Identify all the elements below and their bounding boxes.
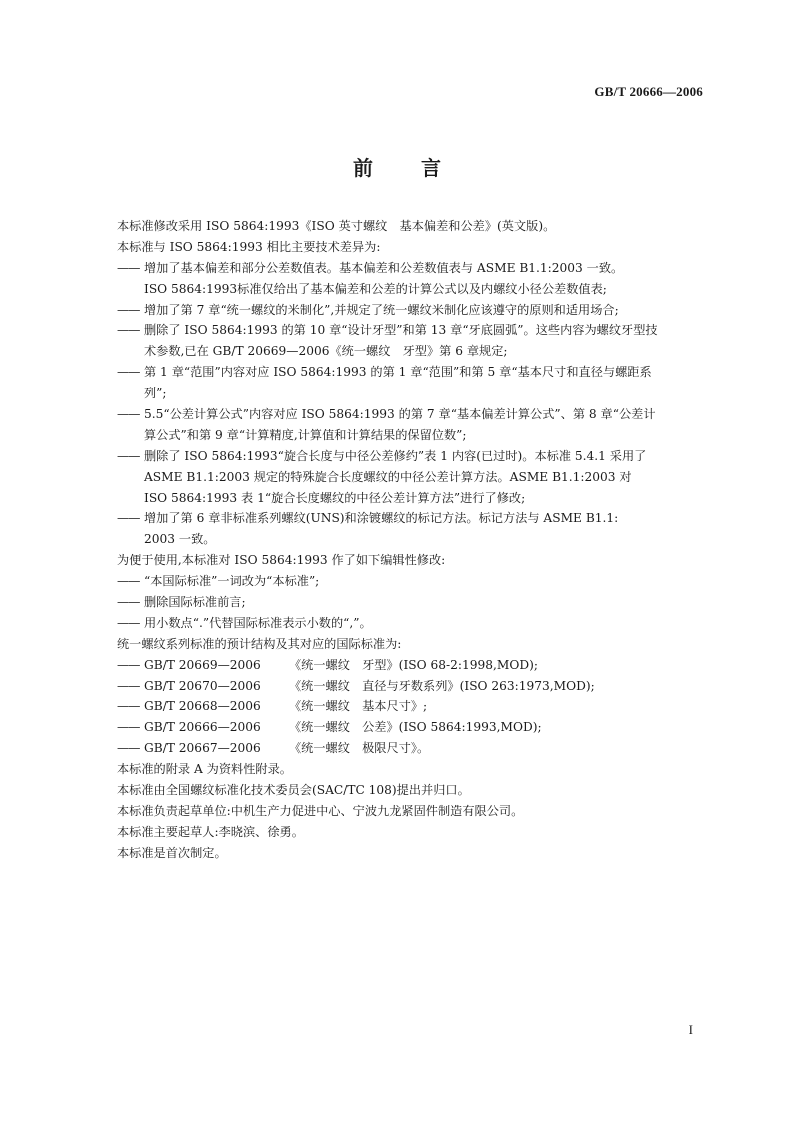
series-ref-list: [117, 655, 711, 759]
list-item-continuation: ISO 5864:1993标准仅给出了基本偏差和公差的计算公式以及内螺纹小径公差数值表;: [144, 281, 607, 296]
edit-change-list: [117, 571, 711, 634]
document-body: [117, 216, 711, 864]
paragraph-tech-diff-intro: 本标准与 ISO 5864:1993 相比主要技术差异为:: [117, 239, 381, 254]
list-item: —— 删除了 ISO 5864:1993“旋合长度与中径公差修约”表 1 内容(已过时)。本标准 5.4.1 采用了: [117, 448, 647, 463]
list-item-continuation: 术参数,已在 GB/T 20669—2006《统一螺纹 牙型》第 6 章规定;: [144, 344, 508, 359]
paragraph-series-intro: 统一螺纹系列标准的预计结构及其对应的国际标准为:: [117, 636, 402, 651]
list-item: —— GB/T 20666—2006 《统一螺纹 公差》(ISO 5864:1993,MOD);: [117, 720, 542, 735]
list-item: —— GB/T 20669—2006 《统一螺纹 牙型》(ISO 68-2:1998,MOD);: [117, 657, 538, 672]
paragraph-proposer: 本标准由全国螺纹标准化技术委员会(SAC/TC 108)提出并归口。: [117, 783, 470, 798]
list-item: —— 增加了第 7 章“统一螺纹的米制化”,并规定了统一螺纹米制化应该遵守的原则和适用场合;: [117, 302, 619, 317]
tech-diff-list: [117, 258, 711, 550]
paragraph-drafters: 本标准主要起草人:李晓滨、徐勇。: [117, 824, 304, 839]
list-item-continuation: 列”;: [144, 386, 167, 401]
list-item: —— 5.5“公差计算公式”内容对应 ISO 5864:1993 的第 7 章“基本偏差计算公式”、第 8 章“公差计: [117, 407, 656, 422]
list-item: —— 增加了基本偏差和部分公差数值表。基本偏差和公差数值表与 ASME B1.1:2003 一致。: [117, 260, 624, 275]
list-item: —— GB/T 20667—2006 《统一螺纹 极限尺寸》。: [117, 741, 430, 756]
paragraph-drafting-units: 本标准负责起草单位:中机生产力促进中心、宁波九龙紧固件制造有限公司。: [117, 803, 524, 818]
paragraph-appendix: 本标准的附录 A 为资料性附录。: [117, 762, 292, 777]
list-item: —— 用小数点“.”代替国际标准表示小数的“,”。: [117, 615, 372, 630]
list-item-continuation: ASME B1.1:2003 规定的特殊旋合长度螺纹的中径公差计算方法。ASME B1.1:2003 对: [144, 469, 632, 484]
list-item: —— GB/T 20668—2006 《统一螺纹 基本尺寸》;: [117, 699, 428, 714]
list-item: —— 删除国际标准前言;: [117, 595, 246, 610]
page-number: I: [688, 1022, 693, 1037]
paragraph-adoption: 本标准修改采用 ISO 5864:1993《ISO 英寸螺纹 基本偏差和公差》(英文版)。: [117, 219, 556, 233]
list-item-continuation: 2003 一致。: [144, 532, 216, 547]
list-item-continuation: 算公式”和第 9 章“计算精度,计算值和计算结果的保留位数”;: [144, 427, 467, 442]
standard-number: GB/T 20666—2006: [594, 84, 703, 99]
list-item: —— 第 1 章“范围”内容对应 ISO 5864:1993 的第 1 章“范围”和第 5 章“基本尺寸和直径与螺距系: [117, 365, 652, 380]
list-item: —— “本国际标准”一词改为“本标准”;: [117, 574, 320, 589]
paragraph-edit-intro: 为便于使用,本标准对 ISO 5864:1993 作了如下编辑性修改:: [117, 553, 446, 568]
list-item: —— 删除了 ISO 5864:1993 的第 10 章“设计牙型”和第 13 章“牙底圆弧”。这些内容为螺纹牙型技: [117, 323, 658, 338]
paragraph-first-edition: 本标准是首次制定。: [117, 845, 227, 860]
page-title: 前言: [353, 156, 489, 180]
list-item-continuation: ISO 5864:1993 表 1“旋合长度螺纹的中径公差计算方法”进行了修改;: [144, 490, 526, 505]
list-item: —— 增加了第 6 章非标准系列螺纹(UNS)和涂镀螺纹的标记方法。标记方法与 ASME B1.1:: [117, 511, 619, 526]
list-item: —— GB/T 20670—2006 《统一螺纹 直径与牙数系列》(ISO 263:1973,MOD);: [117, 678, 595, 693]
